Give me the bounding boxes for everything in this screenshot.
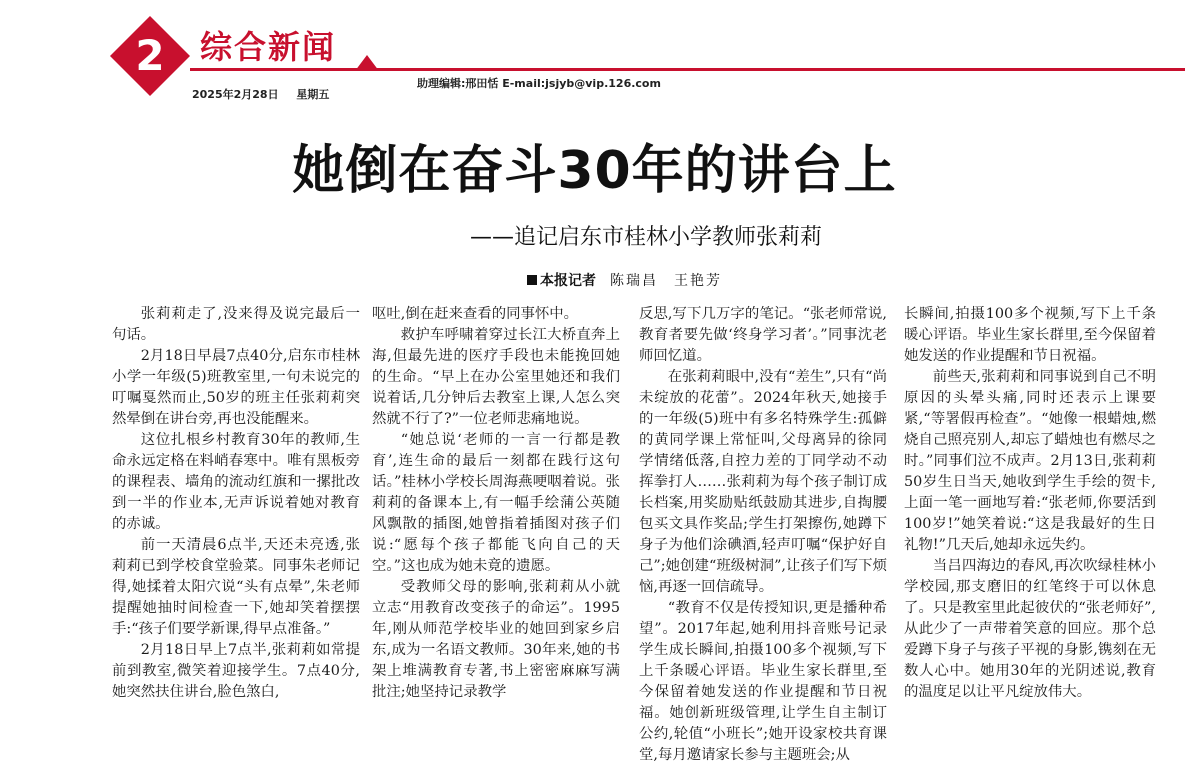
page-number-badge — [108, 14, 192, 98]
paragraph: 2月18日早晨7点40分,启东市桂林小学一年级(5)班教室里,一句未说完的叮嘱戛然而止,50岁的班主任张莉莉突然晕倒在讲台旁,再也没能醒来。 — [112, 348, 360, 427]
paragraph: 2月18日早上7点半,张莉莉如常提前到教室,微笑着迎接学生。7点40分,她突然扶住讲台,脸色煞白, — [112, 642, 360, 700]
article-column-1 — [112, 304, 360, 723]
paragraph: 呕吐,倒在赶来查看的同事怀中。 — [372, 306, 579, 322]
article-headline: 她倒在奋斗30年的讲台上 — [292, 141, 897, 201]
article-column-4 — [904, 304, 1156, 723]
paragraph: 前些天,张莉莉和同事说到自己不明原因的头晕头痛,同时还表示上课要紧,“等署假再检查”。“她像一根蜡烛,燃烧自己照亮别人,却忘了蜡烛也有燃尽之时。”同事们泣不成声。2月13日,张莉莉50岁生日当天,她收到学生手绘的贺卡,上面一笔一画地写着:“张老师,你要活到100岁!”她笑着说:“这是我最好的生日礼物!”几天后,她却永远失约。 — [904, 369, 1156, 553]
issue-date: 2025年2月28日 — [192, 88, 279, 101]
paragraph: 长瞬间,拍摄100多个视频,写下上千条暖心评语。毕业生家长群里,至今保留着她发送的作业提醒和节日祝福。 — [904, 306, 1156, 364]
paragraph: “她总说‘老师的一言一行都是教育’,连生命的最后一刻都在践行这句话。”桂林小学校长周海燕哽咽着说。张莉莉的备课本上,有一幅手绘蒲公英随风飘散的插图,她曾指着插图对孩子们说:“愿每个孩子都能飞向自己的天空。”这也成为她未竟的遗愿。 — [372, 432, 620, 574]
paragraph: 张莉莉走了,没来得及说完最后一句话。 — [112, 306, 360, 343]
section-title: 综合新闻 — [200, 28, 337, 66]
paragraph: “教育不仅是传授知识,更是播种希望”。2017年起,她利用抖音账号记录学生成长瞬间,拍摄100多个视频,写下上千条暖心评语。毕业生家长群里,至今保留着她发送的作业提醒和节日祝福。她创新班级管理,让学生自主制订公约,轮值“小班长”;她开设家校共育课堂,每月邀请家长参与主题班会;从 — [639, 600, 887, 763]
header-rule — [190, 68, 1185, 71]
article-subheadline: ——追记启东市桂林小学教师张莉莉 — [470, 225, 823, 250]
article-column-2 — [372, 304, 620, 723]
issue-weekday: 星期五 — [296, 88, 330, 101]
paragraph: 在张莉莉眼中,没有“差生”,只有“尚未绽放的花蕾”。2024年秋天,她接手的一年级(5)班中有多名特殊学生:孤僻的黄同学课上常怔叫,父母离异的徐同学情绪低落,自控力差的丁同学动不动挥拳打人……张莉莉为每个孩子制订成长档案,用奖励贴纸鼓励其进步,自掏腰包买文具作奖品;学生打架擦伤,她蹲下身子为他们涂碘酒,轻声叮嘱“保护好自己”;她创建“班级树洞”,让孩子们写下烦恼,再逐一回信疏导。 — [639, 369, 887, 595]
paragraph: 救护车呼啸着穿过长江大桥直奔上海,但最先进的医疗手段也未能挽回她的生命。“早上在办公室里她还和我们说着话,几分钟后去教室上课,人怎么突然就不行了?”一位老师悲痛地说。 — [372, 327, 620, 427]
paragraph: 受教师父母的影响,张莉莉从小就立志“用教育改变孩子的命运”。1995年,刚从师范学校毕业的她回到家乡启东,成为一名语文教师。30年来,她的书架上堆满教育专著,书上密密麻麻写满批注;她坚持记录教学 — [372, 579, 620, 700]
editor-contact: 助理编辑:邢田恬 E-mail:jsjyb@vip.126.com — [417, 77, 661, 90]
byline — [527, 270, 722, 290]
byline-square-icon — [527, 275, 537, 285]
paragraph: 当吕四海边的春风,再次吹绿桂林小学校园,那支磨旧的红笔终于可以休息了。只是教室里此起彼伏的“张老师好”,从此少了一声带着笑意的回应。那个总爱蹲下身子与孩子平视的身影,镌刻在无数人心中。她用30年的光阴述说,教育的温度足以让平凡绽放伟大。 — [904, 558, 1156, 700]
page-number: 2 — [135, 31, 165, 80]
byline-authors: 陈瑞昌 王艳芳 — [610, 273, 722, 289]
rule-accent-icon — [355, 55, 379, 71]
paragraph: 这位扎根乡村教育30年的教师,生命永远定格在料峭春寒中。唯有黑板旁的课程表、墙角的流动红旗和一摞批改到一半的作业本,无声诉说着她对教育的赤诚。 — [112, 432, 360, 532]
issue-date-line — [192, 86, 343, 102]
page-number-diamond-icon — [108, 14, 192, 98]
paragraph: 前一天清晨6点半,天还未亮透,张莉莉已到学校食堂验菜。同事朱老师记得,她揉着太阳穴说“头有点晕”,朱老师提醒她抽时间检查一下,她却笑着摆摆手:“孩子们要学新课,得早点准备。” — [112, 537, 360, 637]
article-column-3 — [639, 304, 887, 763]
byline-label: 本报记者 — [540, 273, 596, 289]
paragraph: 反思,写下几万字的笔记。“张老师常说,教育者要先做‘终身学习者’。”同事沈老师回忆道。 — [639, 306, 887, 364]
